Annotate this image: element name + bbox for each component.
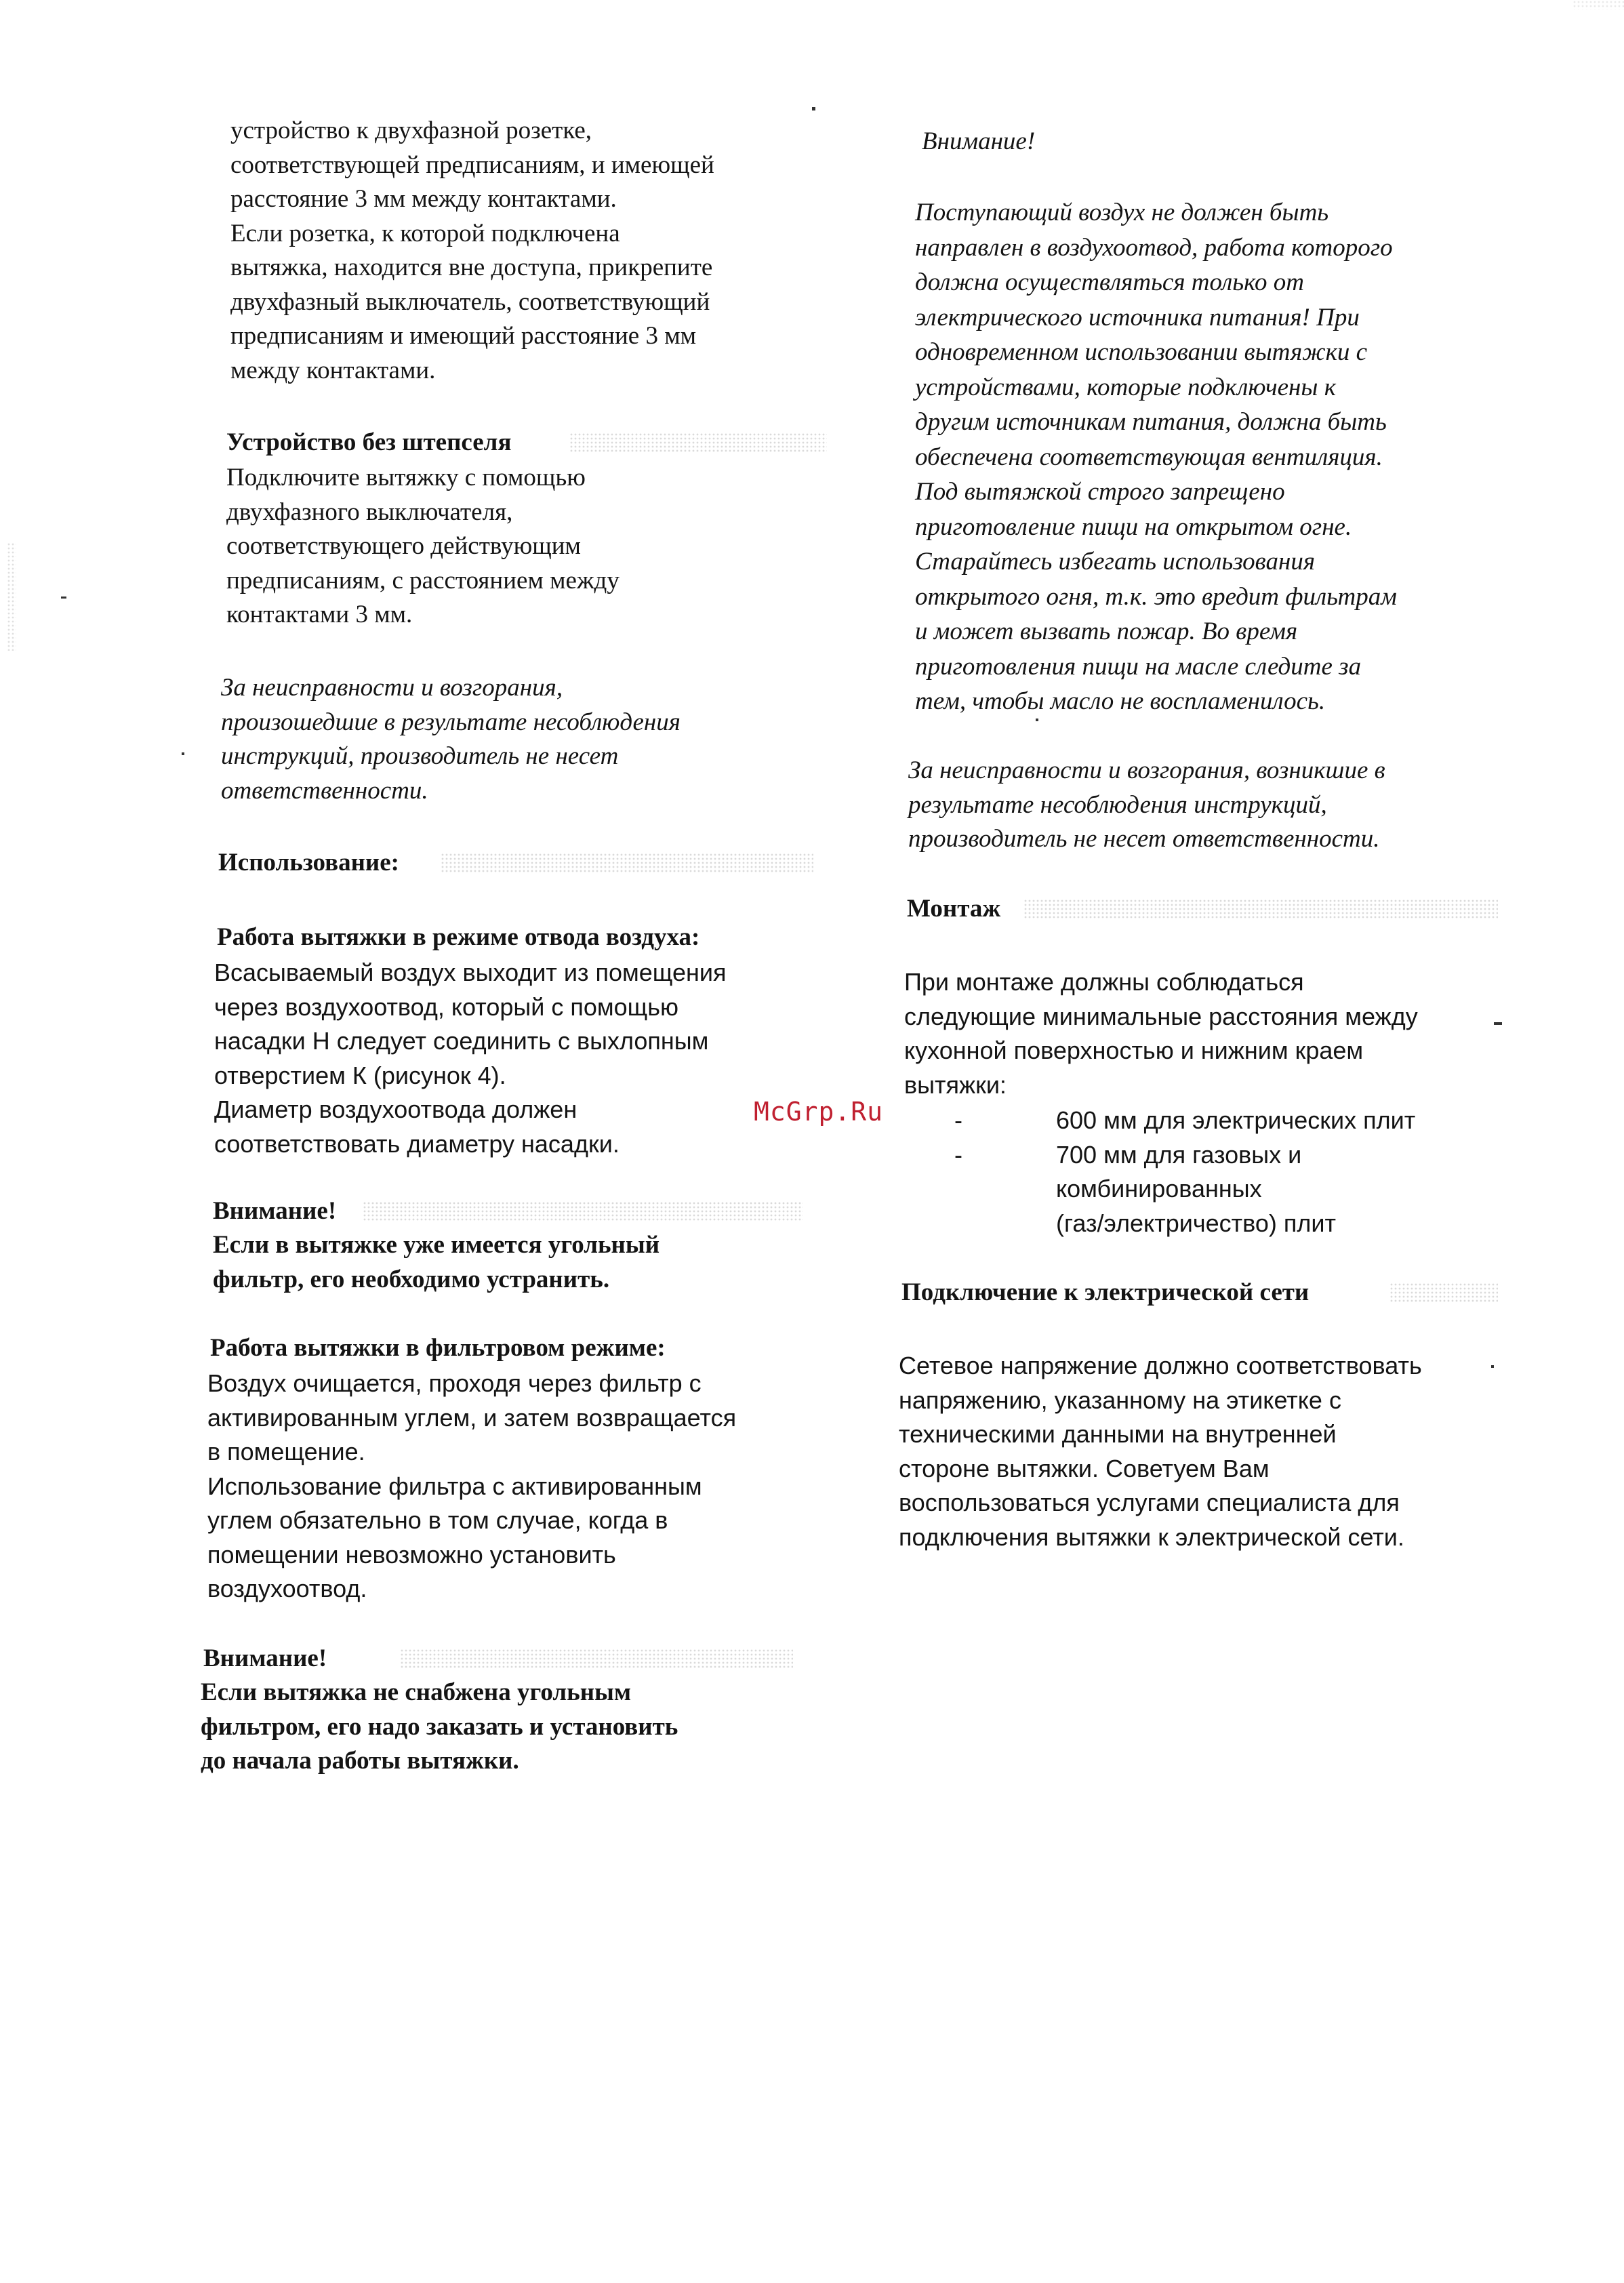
watermark: McGrp.Ru: [754, 1097, 884, 1127]
scan-speck: [1494, 1022, 1502, 1025]
scan-speck: [1036, 719, 1038, 721]
scan-speck: [182, 752, 184, 755]
liability-note-left: За неисправности и возгорания, произошедшие в результате несоблюдения инструкций, производитель не несет ответственности.: [221, 674, 681, 805]
list-item-text: 700 мм для газовых и комбинированных (газ/электричество) плит: [1056, 1140, 1336, 1237]
heading-exhaust-mode: Работа вытяжки в режиме отвода воздуха:: [217, 923, 700, 951]
list-dash: -: [954, 1140, 962, 1169]
scan-noise: [569, 432, 827, 453]
attention-text-right: Поступающий воздух не должен быть направлен в воздухоотвод, работа которого должна осуществляться только от электрического источника питания! При одновременном использовании вытяжки с устройствами, которые подключены к другим источникам питания, должна быть обеспечена соответствующая вентиляция. Под вытяжкой строго запрещено приготовление пищи на открытом огне. Старайтесь избегать использования открытого огня, т.к. это вредит фильтрам и может вызвать пожар. Во время приготовления пищи на масле следите за тем, чтобы масло не воспламенилось.: [915, 199, 1397, 715]
scan-noise: [400, 1649, 793, 1669]
attention-text-1: Если в вытяжке уже имеется угольный фильтр, его необходимо устранить.: [213, 1231, 660, 1293]
heading-filter-mode: Работа вытяжки в фильтровом режиме:: [210, 1334, 666, 1362]
mounting-paragraph: При монтаже должны соблюдаться следующие минимальные расстояния между кухонной поверхностью и нижним краем вытяжки:: [904, 968, 1418, 1099]
list-dash: -: [954, 1106, 962, 1134]
exhaust-mode-paragraph: Всасываемый воздух выходит из помещения через воздухоотвод, который с помощью насадки Н следует соединить с выхлопным отверстием К (рисунок 4). Диаметр воздухоотвода должен соответствовать диаметру насадки.: [214, 958, 727, 1158]
heading-usage: Использование:: [218, 849, 399, 876]
list-item: [954, 1104, 1497, 1138]
scan-noise: [1389, 1282, 1498, 1303]
heading-mounting: Монтаж: [907, 895, 1001, 923]
scan-noise: [7, 542, 16, 651]
scan-noise: [363, 1201, 803, 1221]
scan-noise: [1023, 899, 1498, 919]
socket-connection-paragraph: устройство к двухфазной розетке, соответствующей предписаниям, и имеющей расстояние 3 мм между контактами. Если розетка, к которой подключена вытяжка, находится вне доступа, прикрепите двухфазный выключатель, соответствующий предписаниям и имеющий расстояние 3 мм между контактами.: [230, 117, 714, 384]
electric-connection-paragraph: Сетевое напряжение должно соответствовать напряжению, указанному на этикетке с техническими данными на внутренней стороне вытяжки. Советуем Вам воспользоваться услугами специалиста для подключения вытяжки к электрической сети.: [899, 1352, 1422, 1551]
heading-device-without-plug: Устройство без штепселя: [226, 428, 512, 456]
attention-title-2: Внимание!: [203, 1644, 327, 1672]
list-item-text: 600 мм для электрических плит: [1056, 1106, 1416, 1134]
scan-speck: [812, 107, 815, 110]
scan-speck: [1491, 1365, 1494, 1368]
liability-note-right: За неисправности и возгорания, возникшие в результате несоблюдения инструкций, производитель не несет ответственности.: [908, 756, 1385, 853]
mounting-distance-list: [954, 1104, 1497, 1240]
attention-title-1: Внимание!: [213, 1197, 337, 1225]
no-plug-paragraph: Подключите вытяжку с помощью двухфазного выключателя, соответствующего действующим предписаниям, с расстоянием между контактами 3 мм.: [226, 464, 620, 628]
list-item: [954, 1138, 1497, 1241]
attention-title-right: Внимание!: [922, 127, 1036, 155]
scan-speck: [61, 597, 66, 599]
filter-mode-paragraph: Воздух очищается, проходя через фильтр с активированным углем, и затем возвращается в помещение. Использование фильтра с активированным углем обязательно в том случае, когда в помещении невозможно установить воздухоотвод.: [207, 1369, 737, 1602]
attention-text-2: Если вытяжка не снабжена угольным фильтром, его надо заказать и установить до начала работы вытяжки.: [201, 1678, 678, 1775]
heading-electric-connection: Подключение к электрической сети: [901, 1278, 1310, 1306]
scan-noise: [441, 853, 813, 873]
scan-noise: [1572, 0, 1624, 9]
